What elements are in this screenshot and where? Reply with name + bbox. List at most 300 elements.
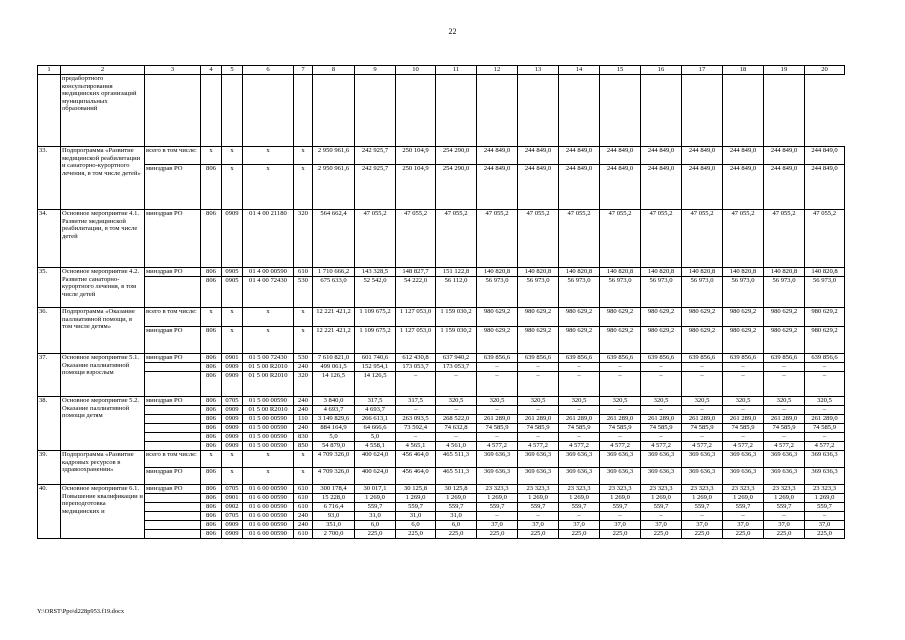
- code-cell: 0705: [222, 512, 243, 521]
- header-col-12: 12: [477, 66, 518, 75]
- amount-cell: 261 289,0: [723, 415, 764, 424]
- amount-cell: 1 269,0: [355, 494, 396, 503]
- amount-cell: 369 636,3: [518, 468, 559, 485]
- amount-cell: 30 125,8: [436, 485, 477, 494]
- amount-cell: 980 629,2: [764, 308, 805, 327]
- code-cell: x: [294, 327, 313, 354]
- code-cell: 01 6 00 00590: [243, 485, 294, 494]
- amount-cell: 37,0: [477, 521, 518, 530]
- amount-cell: 23 323,3: [723, 485, 764, 494]
- amount-cell: 56 973,0: [559, 277, 600, 308]
- amount-cell: 173 053,7: [396, 363, 436, 372]
- header-col-3: 3: [145, 66, 201, 75]
- code-cell: x: [294, 147, 313, 165]
- amount-cell: –: [600, 406, 641, 415]
- amount-cell: 980 629,2: [559, 327, 600, 354]
- amount-cell: 143 328,5: [355, 268, 396, 277]
- amount-cell: 47 055,2: [396, 210, 436, 268]
- amount-cell: 1 269,0: [559, 494, 600, 503]
- amount-cell: 140 820,8: [805, 268, 845, 277]
- amount-cell: 23 323,3: [477, 485, 518, 494]
- amount-cell: 675 633,0: [313, 277, 355, 308]
- amount-cell: –: [641, 512, 682, 521]
- amount-cell: 369 636,3: [805, 468, 845, 485]
- amount-cell: 244 849,0: [682, 147, 723, 165]
- amount-cell: –: [641, 372, 682, 397]
- amount-cell: 225,0: [518, 530, 559, 539]
- table-row: [38, 512, 845, 521]
- amount-cell: 980 629,2: [518, 308, 559, 327]
- amount-cell: 23 323,3: [600, 485, 641, 494]
- code-cell: 806: [201, 363, 222, 372]
- amount-cell: 980 629,2: [682, 327, 723, 354]
- amount-cell: 140 820,8: [764, 268, 805, 277]
- executor-cell: всего в том числе:: [145, 147, 201, 165]
- amount-cell: 261 289,0: [518, 415, 559, 424]
- amount-cell: 1 710 666,2: [313, 268, 355, 277]
- code-cell: 01 5 00 00590: [243, 442, 294, 451]
- amount-cell: 400 624,0: [355, 451, 396, 468]
- code-cell: 0901: [222, 354, 243, 363]
- amount-cell: 317,5: [396, 397, 436, 406]
- row-number: 38.: [38, 397, 61, 451]
- amount-cell: 4 709 326,0: [313, 468, 355, 485]
- code-cell: 806: [201, 354, 222, 363]
- table-row: [38, 503, 845, 512]
- amount-cell: 23 323,3: [682, 485, 723, 494]
- amount-cell: [682, 75, 723, 147]
- code-cell: 530: [294, 354, 313, 363]
- code-cell: x: [222, 468, 243, 485]
- amount-cell: 56 973,0: [805, 277, 845, 308]
- amount-cell: 559,7: [764, 503, 805, 512]
- amount-cell: 559,7: [559, 503, 600, 512]
- amount-cell: 254 290,0: [436, 147, 477, 165]
- amount-cell: 74 632,8: [436, 424, 477, 433]
- amount-cell: 47 055,2: [600, 210, 641, 268]
- amount-cell: 261 289,0: [477, 415, 518, 424]
- code-cell: [222, 75, 243, 147]
- amount-cell: –: [600, 512, 641, 521]
- amount-cell: 47 055,2: [805, 210, 845, 268]
- amount-cell: 151 122,8: [436, 268, 477, 277]
- amount-cell: 369 636,3: [764, 468, 805, 485]
- amount-cell: 639 856,6: [600, 354, 641, 363]
- amount-cell: 23 323,3: [518, 485, 559, 494]
- row-number: 36.: [38, 308, 61, 354]
- amount-cell: 499 061,5: [313, 363, 355, 372]
- code-cell: 806: [201, 210, 222, 268]
- table-row: [38, 406, 845, 415]
- amount-cell: 320,5: [641, 397, 682, 406]
- code-cell: 01 6 00 00590: [243, 503, 294, 512]
- amount-cell: 400 624,0: [355, 468, 396, 485]
- amount-cell: 639 856,6: [723, 354, 764, 363]
- amount-cell: 244 849,0: [764, 147, 805, 165]
- amount-cell: 244 849,0: [600, 147, 641, 165]
- amount-cell: 173 053,7: [436, 363, 477, 372]
- amount-cell: 369 636,3: [764, 451, 805, 468]
- table-row: [38, 415, 845, 424]
- amount-cell: 37,0: [805, 521, 845, 530]
- amount-cell: 148 827,7: [396, 268, 436, 277]
- code-cell: 850: [294, 442, 313, 451]
- amount-cell: 15 228,0: [313, 494, 355, 503]
- code-cell: 806: [201, 268, 222, 277]
- amount-cell: [313, 75, 355, 147]
- header-col-10: 10: [396, 66, 436, 75]
- amount-cell: 74 585,9: [764, 424, 805, 433]
- amount-cell: 639 856,6: [641, 354, 682, 363]
- row-title: Подпрограмма «Развитие кадровых ресурсов в здравоохранении»: [61, 451, 145, 485]
- amount-cell: 225,0: [355, 530, 396, 539]
- amount-cell: 4 577,2: [805, 442, 845, 451]
- amount-cell: 47 055,2: [764, 210, 805, 268]
- amount-cell: 637 940,2: [436, 354, 477, 363]
- amount-cell: 369 636,3: [723, 451, 764, 468]
- code-cell: 0905: [222, 268, 243, 277]
- code-cell: 0901: [222, 494, 243, 503]
- amount-cell: 250 104,9: [396, 165, 436, 210]
- amount-cell: 4 577,2: [477, 442, 518, 451]
- amount-cell: 37,0: [559, 521, 600, 530]
- amount-cell: 56 973,0: [518, 277, 559, 308]
- amount-cell: 37,0: [764, 521, 805, 530]
- table-row: [38, 521, 845, 530]
- amount-cell: 244 849,0: [682, 165, 723, 210]
- amount-cell: –: [764, 372, 805, 397]
- header-col-19: 19: [764, 66, 805, 75]
- row-title: Основное мероприятие 5.1. Оказание паллиативной помощи взрослым: [61, 354, 145, 397]
- code-cell: 01 5 00 R2010: [243, 363, 294, 372]
- code-cell: 01 4 00 72430: [243, 277, 294, 308]
- header-col-17: 17: [682, 66, 723, 75]
- amount-cell: 564 662,4: [313, 210, 355, 268]
- executor-cell: [145, 442, 201, 451]
- amount-cell: –: [396, 406, 436, 415]
- code-cell: 806: [201, 327, 222, 354]
- code-cell: 0909: [222, 521, 243, 530]
- amount-cell: –: [518, 512, 559, 521]
- amount-cell: 23 323,3: [559, 485, 600, 494]
- executor-cell: минздрав РО: [145, 165, 201, 210]
- amount-cell: 268 522,0: [436, 415, 477, 424]
- amount-cell: 242 925,7: [355, 165, 396, 210]
- table-row: [38, 468, 845, 485]
- amount-cell: –: [764, 433, 805, 442]
- amount-cell: 4 693,7: [355, 406, 396, 415]
- code-cell: 0909: [222, 210, 243, 268]
- amount-cell: 266 613,1: [355, 415, 396, 424]
- code-cell: 806: [201, 468, 222, 485]
- amount-cell: 244 849,0: [477, 165, 518, 210]
- code-cell: [243, 75, 294, 147]
- amount-cell: 74 585,9: [805, 424, 845, 433]
- code-cell: x: [243, 165, 294, 210]
- amount-cell: –: [396, 372, 436, 397]
- table-row: [38, 372, 845, 397]
- code-cell: x: [222, 451, 243, 468]
- amount-cell: 639 856,6: [559, 354, 600, 363]
- amount-cell: 559,7: [518, 503, 559, 512]
- table-header-row: [38, 66, 845, 75]
- amount-cell: 1 269,0: [764, 494, 805, 503]
- amount-cell: –: [723, 363, 764, 372]
- header-col-5: 5: [222, 66, 243, 75]
- amount-cell: –: [682, 512, 723, 521]
- amount-cell: 1 269,0: [805, 494, 845, 503]
- amount-cell: 23 323,3: [641, 485, 682, 494]
- amount-cell: –: [682, 363, 723, 372]
- amount-cell: 261 289,0: [559, 415, 600, 424]
- table-row: [38, 485, 845, 494]
- amount-cell: 980 629,2: [723, 327, 764, 354]
- amount-cell: –: [723, 406, 764, 415]
- amount-cell: –: [682, 433, 723, 442]
- code-cell: 806: [201, 372, 222, 397]
- amount-cell: 1 109 675,2: [355, 327, 396, 354]
- amount-cell: 37,0: [723, 521, 764, 530]
- amount-cell: 559,7: [723, 503, 764, 512]
- amount-cell: 244 849,0: [641, 165, 682, 210]
- code-cell: 806: [201, 442, 222, 451]
- amount-cell: [477, 75, 518, 147]
- table-row: [38, 75, 845, 147]
- executor-cell: минздрав РО: [145, 327, 201, 354]
- amount-cell: [723, 75, 764, 147]
- amount-cell: 559,7: [355, 503, 396, 512]
- code-cell: 01 5 00 R2010: [243, 406, 294, 415]
- amount-cell: –: [477, 363, 518, 372]
- code-cell: 806: [201, 415, 222, 424]
- amount-cell: 559,7: [477, 503, 518, 512]
- code-cell: 0705: [222, 397, 243, 406]
- amount-cell: 5,0: [355, 433, 396, 442]
- code-cell: 240: [294, 363, 313, 372]
- amount-cell: 1 127 053,0: [396, 308, 436, 327]
- amount-cell: 30 125,8: [396, 485, 436, 494]
- amount-cell: 244 849,0: [723, 165, 764, 210]
- amount-cell: 225,0: [723, 530, 764, 539]
- amount-cell: 612 430,8: [396, 354, 436, 363]
- amount-cell: 12 221 421,2: [313, 308, 355, 327]
- amount-cell: 47 055,2: [723, 210, 764, 268]
- amount-cell: 369 636,3: [682, 468, 723, 485]
- amount-cell: 1 269,0: [682, 494, 723, 503]
- row-number: 33.: [38, 147, 61, 210]
- amount-cell: 3 840,0: [313, 397, 355, 406]
- amount-cell: 4 577,2: [764, 442, 805, 451]
- code-cell: x: [243, 451, 294, 468]
- amount-cell: 465 511,3: [436, 451, 477, 468]
- amount-cell: 559,7: [805, 503, 845, 512]
- amount-cell: –: [559, 363, 600, 372]
- amount-cell: –: [518, 433, 559, 442]
- amount-cell: 47 055,2: [682, 210, 723, 268]
- code-cell: x: [243, 468, 294, 485]
- amount-cell: –: [559, 406, 600, 415]
- code-cell: 806: [201, 494, 222, 503]
- amount-cell: –: [600, 363, 641, 372]
- header-col-18: 18: [723, 66, 764, 75]
- table-row: [38, 308, 845, 327]
- amount-cell: 225,0: [682, 530, 723, 539]
- code-cell: 240: [294, 512, 313, 521]
- amount-cell: 2 950 961,6: [313, 165, 355, 210]
- executor-cell: минздрав РО: [145, 354, 201, 363]
- amount-cell: 4 709 326,0: [313, 451, 355, 468]
- table-row: [38, 354, 845, 363]
- amount-cell: 31,0: [436, 512, 477, 521]
- header-col-16: 16: [641, 66, 682, 75]
- amount-cell: 1 269,0: [436, 494, 477, 503]
- code-cell: 530: [294, 277, 313, 308]
- amount-cell: 980 629,2: [477, 308, 518, 327]
- header-col-13: 13: [518, 66, 559, 75]
- code-cell: 01 6 00 00590: [243, 494, 294, 503]
- row-title: Подпрограмма «Развитие медицинской реабилитации и санаторно-курортного лечения, в том числе детей»: [61, 147, 145, 210]
- header-col-20: 20: [805, 66, 845, 75]
- amount-cell: 261 289,0: [682, 415, 723, 424]
- amount-cell: –: [477, 512, 518, 521]
- amount-cell: 317,5: [355, 397, 396, 406]
- amount-cell: –: [805, 433, 845, 442]
- code-cell: [294, 75, 313, 147]
- amount-cell: 4 577,2: [723, 442, 764, 451]
- executor-cell: [145, 494, 201, 503]
- amount-cell: 261 289,0: [764, 415, 805, 424]
- code-cell: x: [222, 308, 243, 327]
- amount-cell: –: [477, 372, 518, 397]
- amount-cell: 639 856,6: [805, 354, 845, 363]
- header-col-2: 2: [61, 66, 145, 75]
- amount-cell: 225,0: [805, 530, 845, 539]
- code-cell: x: [294, 165, 313, 210]
- code-cell: 806: [201, 433, 222, 442]
- code-cell: 806: [201, 424, 222, 433]
- executor-cell: [145, 75, 201, 147]
- amount-cell: [600, 75, 641, 147]
- code-cell: 240: [294, 397, 313, 406]
- code-cell: 0909: [222, 372, 243, 397]
- row-title: Основное мероприятие 6.1. Повышение квалификации и переподготовка медицинских и: [61, 485, 145, 539]
- header-col-9: 9: [355, 66, 396, 75]
- amount-cell: 369 636,3: [477, 451, 518, 468]
- amount-cell: 64 666,6: [355, 424, 396, 433]
- amount-cell: 300 178,4: [313, 485, 355, 494]
- row-title: Подпрограмма «Оказание паллиативной помощи, в том числе детям»: [61, 308, 145, 354]
- executor-cell: минздрав РО: [145, 397, 201, 406]
- amount-cell: [396, 75, 436, 147]
- code-cell: 320: [294, 372, 313, 397]
- header-col-1: 1: [38, 66, 61, 75]
- amount-cell: 12 221 421,2: [313, 327, 355, 354]
- code-cell: 01 6 00 00590: [243, 521, 294, 530]
- code-cell: x: [294, 468, 313, 485]
- amount-cell: 369 636,3: [559, 468, 600, 485]
- amount-cell: 152 954,1: [355, 363, 396, 372]
- code-cell: 01 6 00 00590: [243, 530, 294, 539]
- amount-cell: 980 629,2: [805, 327, 845, 354]
- amount-cell: 261 289,0: [805, 415, 845, 424]
- code-cell: x: [201, 147, 222, 165]
- code-cell: x: [222, 165, 243, 210]
- amount-cell: 56 973,0: [682, 277, 723, 308]
- amount-cell: 3 149 829,6: [313, 415, 355, 424]
- amount-cell: –: [436, 406, 477, 415]
- amount-cell: –: [805, 406, 845, 415]
- amount-cell: –: [518, 363, 559, 372]
- amount-cell: [355, 75, 396, 147]
- amount-cell: –: [641, 406, 682, 415]
- amount-cell: 74 585,9: [600, 424, 641, 433]
- code-cell: x: [294, 451, 313, 468]
- amount-cell: 639 856,6: [682, 354, 723, 363]
- amount-cell: 6,0: [436, 521, 477, 530]
- table-row: [38, 433, 845, 442]
- amount-cell: 47 055,2: [559, 210, 600, 268]
- amount-cell: 1 269,0: [641, 494, 682, 503]
- code-cell: 240: [294, 521, 313, 530]
- header-col-4: 4: [201, 66, 222, 75]
- amount-cell: 5,0: [313, 433, 355, 442]
- executor-cell: [145, 424, 201, 433]
- amount-cell: [436, 75, 477, 147]
- amount-cell: 980 629,2: [641, 308, 682, 327]
- amount-cell: 320,5: [477, 397, 518, 406]
- amount-cell: 1 269,0: [518, 494, 559, 503]
- amount-cell: 56 973,0: [723, 277, 764, 308]
- amount-cell: [641, 75, 682, 147]
- amount-cell: 559,7: [600, 503, 641, 512]
- amount-cell: 6,0: [396, 521, 436, 530]
- amount-cell: 140 820,8: [682, 268, 723, 277]
- amount-cell: 4 577,2: [600, 442, 641, 451]
- amount-cell: –: [682, 406, 723, 415]
- executor-cell: [145, 277, 201, 308]
- amount-cell: 4 693,7: [313, 406, 355, 415]
- amount-cell: –: [477, 406, 518, 415]
- code-cell: 0905: [222, 277, 243, 308]
- header-col-8: 8: [313, 66, 355, 75]
- amount-cell: 140 820,8: [641, 268, 682, 277]
- code-cell: x: [243, 327, 294, 354]
- amount-cell: 37,0: [641, 521, 682, 530]
- executor-cell: минздрав РО: [145, 268, 201, 277]
- amount-cell: 244 849,0: [805, 165, 845, 210]
- code-cell: x: [222, 327, 243, 354]
- code-cell: 610: [294, 503, 313, 512]
- amount-cell: 47 055,2: [518, 210, 559, 268]
- amount-cell: [764, 75, 805, 147]
- amount-cell: –: [559, 372, 600, 397]
- header-col-7: 7: [294, 66, 313, 75]
- amount-cell: –: [805, 372, 845, 397]
- amount-cell: 74 585,9: [641, 424, 682, 433]
- amount-cell: –: [477, 433, 518, 442]
- executor-cell: [145, 503, 201, 512]
- amount-cell: 320,5: [682, 397, 723, 406]
- executor-cell: [145, 530, 201, 539]
- executor-cell: [145, 415, 201, 424]
- code-cell: 610: [294, 485, 313, 494]
- amount-cell: 980 629,2: [723, 308, 764, 327]
- amount-cell: –: [723, 512, 764, 521]
- amount-cell: [559, 75, 600, 147]
- amount-cell: 30 017,1: [355, 485, 396, 494]
- amount-cell: 7 610 821,0: [313, 354, 355, 363]
- amount-cell: 140 820,8: [518, 268, 559, 277]
